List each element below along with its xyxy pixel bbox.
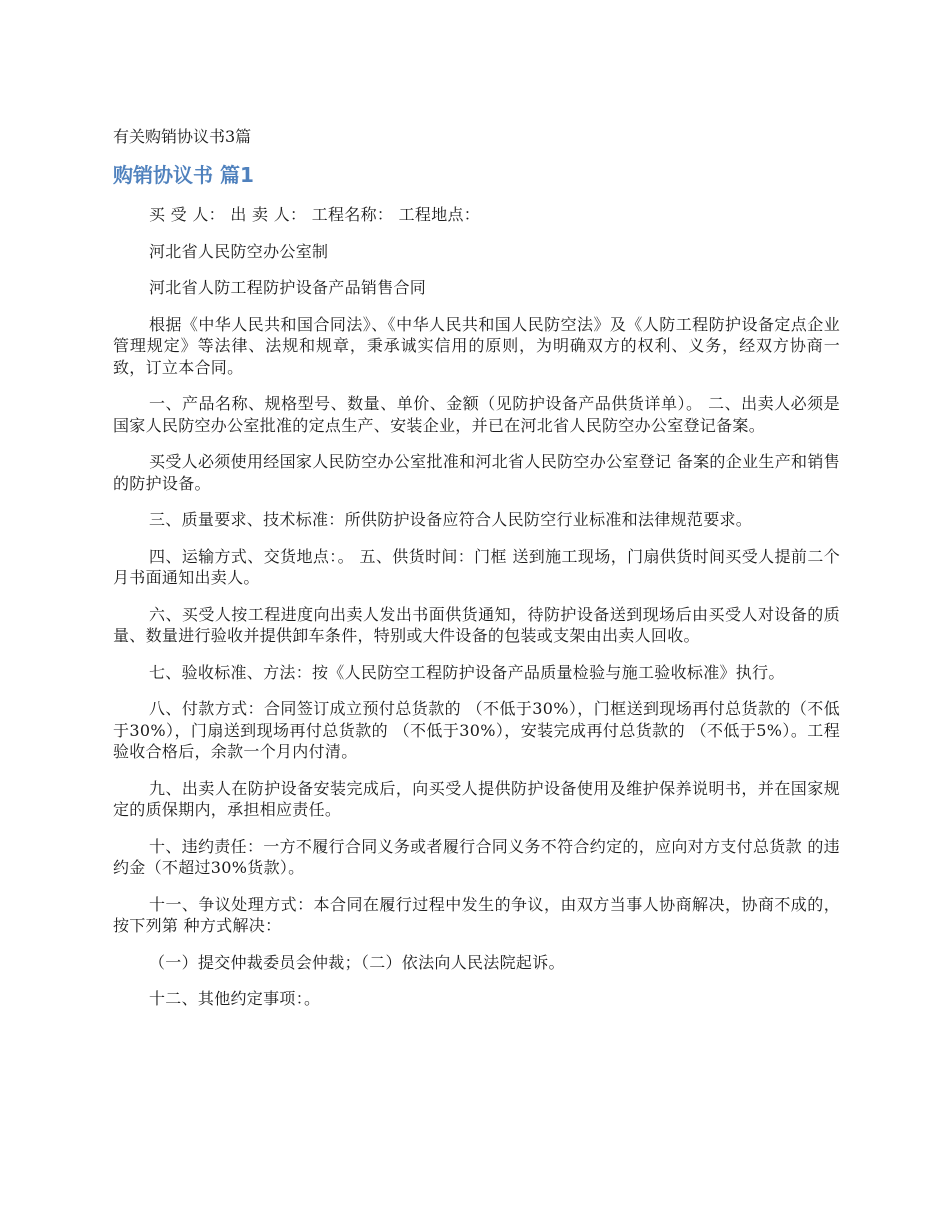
paragraph-clause-7: 七、验收标准、方法：按《人民防空工程防护设备产品质量检验与施工验收标准》执行。 [149,662,785,682]
paragraph-clause-6: 六、买受人按工程进度向出卖人发出书面供货通知，待防护设备送到现场后由买受人对设备的质量、数量进行验收并提供卸车条件，特别或大件设备的包装或支架由出卖人回收。 [113,604,840,645]
paragraph-clause-8: 八、付款方式：合同签订成立预付总货款的 （不低于30%），门框送到现场再付总货款的（不低于30%），门扇送到现场再付总货款的 （不低于30%），安装完成再付总货款的 （不低于5%）。工程验收合格后，余款一个月内付清。 [113,699,840,761]
paragraph-clause-3: 三、质量要求、技术标准：所供防护设备应符合人民防空行业标准和法律规范要求。 [149,510,753,529]
paragraph-parties: 买 受 人： 出 卖 人： 工程名称： 工程地点： [149,205,481,224]
paragraph-clause-1-2: 一、产品名称、规格型号、数量、单价、金额（见防护设备产品供货详单）。 二、出卖人必须是国家人民防空办公室批准的定点生产、安装企业，并已在河北省人民防空办公室登记备案。 [113,394,840,435]
paragraph-dispute-options: （一）提交仲裁委员会仲裁；（二）依法向人民法院起诉。 [149,952,565,972]
document-page [113,126,840,1025]
paragraph-issuer: 河北省人民防空办公室制 [149,241,329,261]
paragraph-clause-12: 十二、其他约定事项：。 [149,989,321,1008]
paragraph-clause-11: 十一、争议处理方式：本合同在履行过程中发生的争议，由双方当事人协商解决，协商不成的，按下列第 种方式解决： [113,894,840,935]
paragraph-preamble: 根据《中华人民共和国合同法》、《中华人民共和国人民防空法》及《人防工程防护设备定点企业管理规定》等法律、法规和规章，秉承诚实信用的原则，为明确双方的权利、义务，经双方协商一致，订立本合同。 [113,314,840,377]
document-title: 有关购销协议书3篇 [113,127,252,146]
paragraph-contract-title: 河北省人防工程防护设备产品销售合同 [149,278,427,297]
paragraph-buyer-obligation: 买受人必须使用经国家人民防空办公室批准和河北省人民防空办公室登记 备案的企业生产和销售的防护设备。 [113,452,840,493]
paragraph-clause-4-5: 四、运输方式、交货地点：。 五、供货时间：门框 送到施工现场，门扇供货时间买受人提前二个月书面通知出卖人。 [113,546,840,587]
paragraph-clause-9: 九、出卖人在防护设备安装完成后，向买受人提供防护设备使用及维护保养说明书，并在国家规定的质保期内，承担相应责任。 [113,778,840,819]
paragraph-clause-10: 十、违约责任：一方不履行合同义务或者履行合同义务不符合约定的，应向对方支付总货款 的违约金（不超过30%货款）。 [113,836,840,877]
section-heading: 购销协议书 篇1 [113,163,254,187]
